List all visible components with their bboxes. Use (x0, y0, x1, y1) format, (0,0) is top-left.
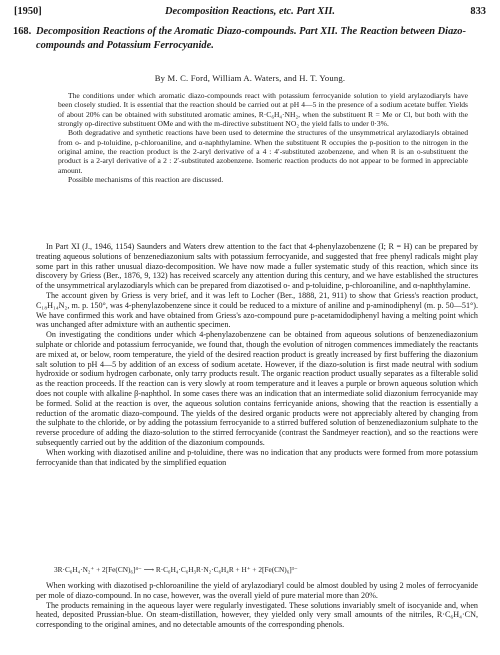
abstract-paragraph: Both degradative and synthetic reactions have been used to determine the structures of the unsymmetrical arylazodiaryls obtained from o- and p-toluidine, p-chloroaniline, and α-naphthylamine. When the substituent R occupies the p-position to the nitrogen in the original amine, the reaction product is the 2-aryl derivative of a 4 : 4′-substituted azobenzene, and when R is an o-substituent the product is a 2-aryl derivative of a 2 : 2′-substituted azobenzene. Isomeric reaction products do not appear to be formed in appreciable amount. (58, 128, 468, 175)
article-body (36, 242, 478, 467)
journal-year: [1950] (14, 6, 42, 17)
article-title: Decomposition Reactions of the Aromatic Diazo-compounds. Part XII. The Reaction between Diazo-compounds and Potassium Ferrocyanide. (36, 26, 466, 51)
abstract-paragraph: The conditions under which aromatic diazo-compounds react with potassium ferrocyanide solution to yield arylazodiaryls have been closely studied. It is essential that the reaction should be carried out at pH 4—5 in the presence of a sodium acetate buffer. Yields of about 20% can be obtained with substituted aromatic amines, R·C₆H₄·NH₂, when the substituent R = Me or Cl, but both with the strongly op-directive substituent OMe and with the m-directive substituent NO₂ the yield falls to under 0·3%. (58, 91, 468, 129)
page-number: 833 (470, 6, 486, 17)
body-paragraph: The products remaining in the aqueous layer were regularly investigated. These solutions invariably smelt of isocyanide and, when heated, deposited Prussian-blue. On steam-distillation, however, they yielded only very small amounts of the nitriles, R·C₆H₄·CN, corresponding to the original amines, and no detectable amounts of the corresponding phenols. (36, 600, 478, 630)
running-title: Decomposition Reactions, etc. Part XII. (165, 6, 335, 17)
body-paragraph: In Part XI (J., 1946, 1154) Saunders and Waters drew attention to the fact that 4-phenylazobenzene (I; R = H) can be prepared by treating aqueous solutions of benzenediazonium salts with potassium ferrocyanide, and suggested that free phenyl radicals might play some part in this rather unusual diazo-decomposition. We have now made a fuller systematic study of this reaction, which since its discovery by Griess (Ber., 1876, 9, 132) has received scarcely any attention during this century, and we have established the structures of the unsymmetrical arylazodiaryls which can be prepared from diazotised o- and p-toluidine, p-chloroaniline, and α-naphthylamine. (36, 242, 478, 291)
abstract-paragraph: Possible mechanisms of this reaction are discussed. (68, 175, 224, 185)
article-number: 168. (13, 26, 32, 37)
abstract (58, 91, 468, 184)
article-authors: By M. C. Ford, William A. Waters, and H. T. Young. (154, 73, 346, 83)
body-paragraph: On investigating the conditions under which 4-phenylazobenzene can be obtained from aqueous solutions of benzenediazonium sulphate or chloride and potassium ferrocyanide, we found that, though the evolution of nitrogen commences immediately the reactants are mixed at, or below, room temperature, the yield of the desired reaction product is greatly increased by first buffering the diazonium salt solution to pH 4—5 by addition of an excess of sodium acetate. However, if the diazo-solution is first made neutral with sodium hydroxide or sodium hydrogen carbonate, only tarry products result. The organic reaction product usually separates as a filterable solid as the reaction proceeds. If the reaction can is very slowly at room temperature and it leaves a purple or brown aqueous solution which does not couple with alkaline β-naphthol. In some cases there was an indication that an intermediate solid diazonium ferrocyanide may be formed. Solid at the reaction is over, the aqueous solution contains ferricyanide anions, showing that the reaction is essentially a reduction of the aromatic diazo-compound. The yields of the desired organic products were not appreciably altered by changing from the sulphate to the chloride, or by adding the potassium ferrocyanide to a stirred buffered solution of benzenediazonium sulphate to the reverse procedure of adding the diazo-solution to the stirred ferrocyanide (contrast the Sandmeyer reaction), and so the reactions were subsequently carried out by the addition of the diazonium compounds. (36, 330, 478, 447)
reaction-equation: 3R·C₆H₄·N₂⁺ + 2[Fe(CN)₆]⁴⁻ ⟶ R·C₆H₄·C₆H₃R·N₂·C₆H₄R + H⁺ + 2[Fe(CN)₆]³⁻ (54, 565, 298, 574)
body-paragraph: When working with diazotised p-chloroaniline the yield of arylazodiaryl could be almost doubled by using 2 moles of ferrocyanide per mole of diazo-compound. In no case, however, was the overall yield of pure material more than 20%. (36, 581, 478, 600)
body-paragraph: The account given by Griess is very brief, and it was left to Locher (Ber., 1888, 21, 911) to show that Griess's reaction product, C₁₈H₁₄N₂, m. p. 150°, was 4-phenylazobenzene since it could be reduced to a mixture of aniline and p-aminodiphenyl (m. p. 50—51°). We have confirmed this work and have obtained from Griess's azo-compound pure p-acetamidodiphenyl having a melting point which was unchanged after admixture with an authentic specimen. (36, 290, 478, 330)
body-paragraph: When working with diazotised aniline and p-toluidine, there was no indication that any products were formed from more potassium ferrocyanide than that indicated by the simplified equation (36, 447, 478, 467)
article-body-continued (36, 581, 478, 630)
running-header (14, 6, 486, 20)
article-title-block (13, 25, 478, 52)
